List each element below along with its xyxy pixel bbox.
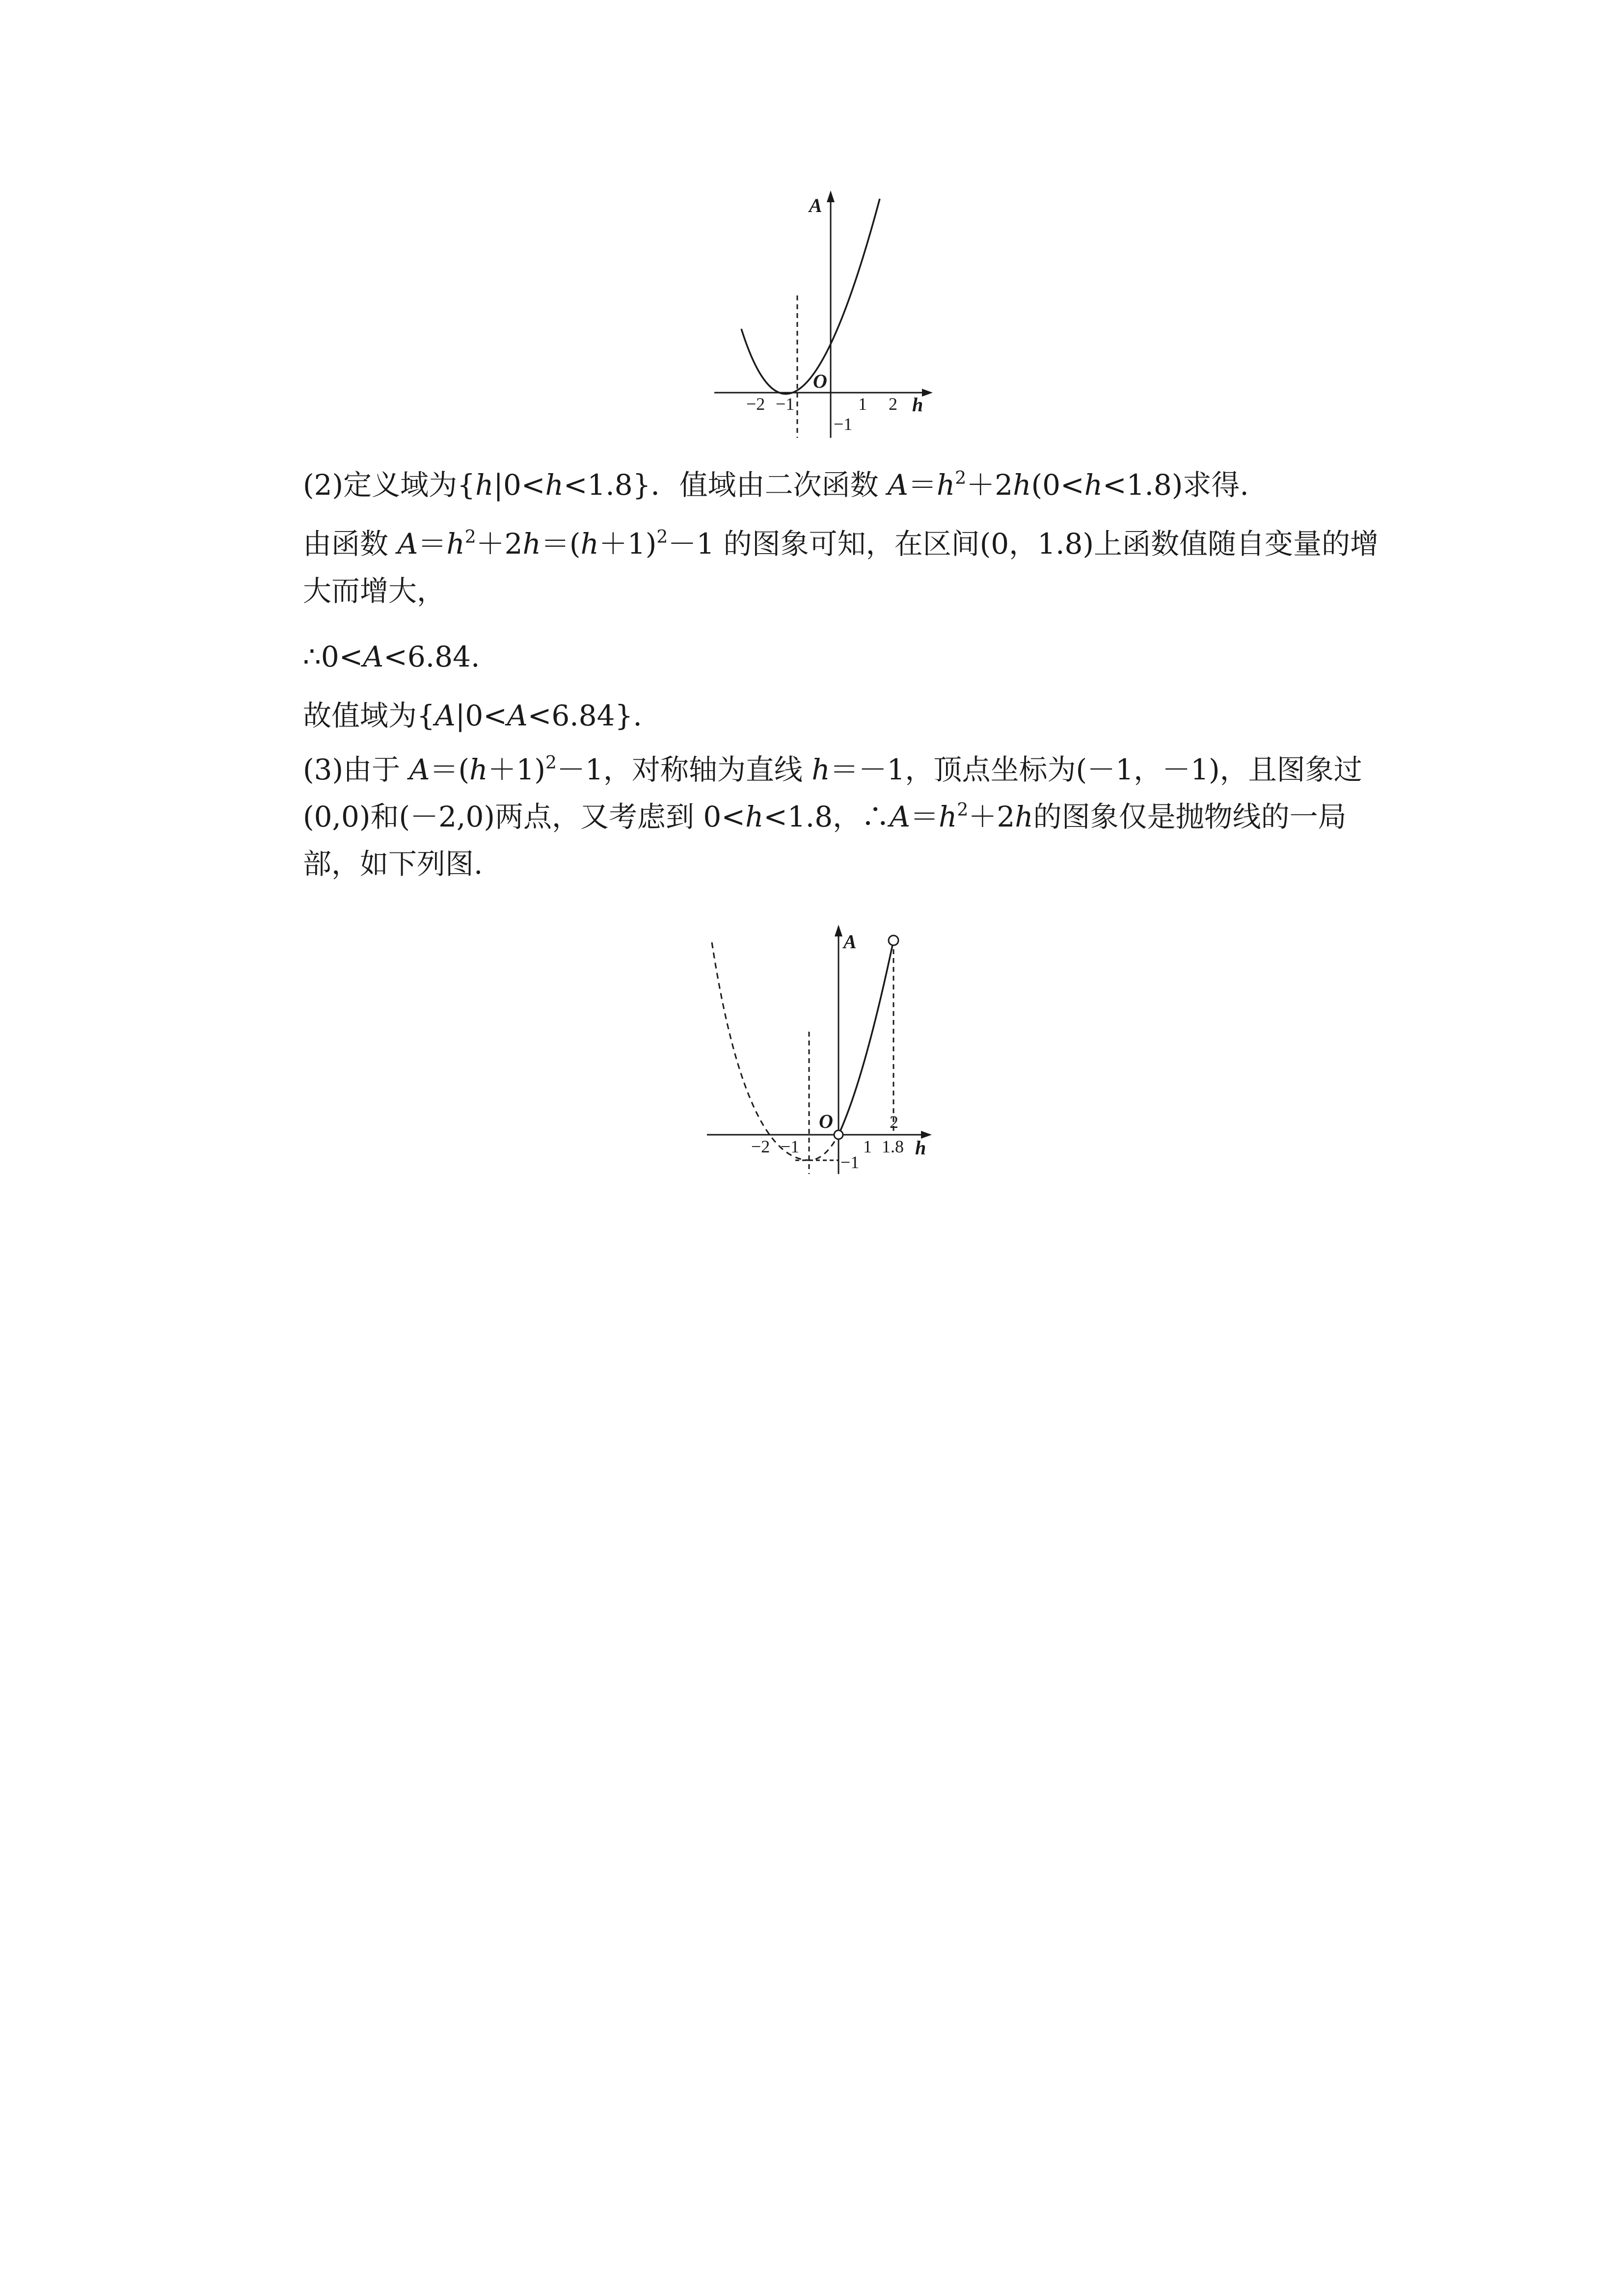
tick-label-2: 2 [889, 394, 897, 414]
part2-explanation: 由函数 $A=h^2+2h=(h+1)^2-1$ 的图象可知，在区间(0，1.8)上函数值随自变量的增大而增大， [303, 527, 1379, 608]
tick-label-y-minus-1: −1 [834, 414, 853, 434]
y-axis-label: A [809, 194, 822, 216]
open-endpoint-origin [834, 1130, 843, 1139]
figure-2-partial-parabola [697, 923, 943, 1178]
x-axis-label: h [912, 394, 923, 416]
parabola-curve [741, 199, 880, 394]
y-axis-arrow-icon [835, 925, 842, 936]
tick-label-top-2: 2 [890, 1112, 898, 1132]
origin-label: O [819, 1110, 833, 1132]
x-axis-label: h [915, 1137, 926, 1159]
open-endpoint-top [889, 935, 898, 945]
tick-label-minus-2: −2 [746, 394, 765, 414]
parabola-solid-part [839, 940, 893, 1135]
y-axis-arrow-icon [827, 190, 835, 202]
part2-range: 故值域为{A|0<A<6.84}. [303, 699, 642, 732]
tick-label-y-minus-1: −1 [840, 1152, 860, 1172]
tick-label-minus-1: −1 [781, 1137, 800, 1156]
tick-label-1-8: 1.8 [882, 1137, 904, 1156]
tick-label-minus-1: −1 [776, 394, 795, 414]
tick-label-minus-2: −2 [751, 1137, 770, 1156]
part3-paragraph: (3)由于 $A=(h+1)^2-1$，对称轴为直线 h＝－1，顶点坐标为(－1，－1)，且图象过(0,0)和(－2,0)两点，又考虑到 0<h<1.8，$\therefore A=h^2+2h$的图象仅是抛物线的一局部，如下列图. [303, 753, 1362, 881]
part2-conclusion: ∴0<A<6.84. [303, 640, 480, 673]
x-axis-arrow-icon [922, 389, 933, 397]
origin-label: O [813, 370, 827, 392]
part2-paragraph: (2)定义域为{h|0<h<1.8}．值域由二次函数 $A=h^2+2h(0<h<1.8)$求得. [303, 468, 1249, 502]
y-axis-label: A [843, 931, 857, 953]
tick-label-1: 1 [858, 394, 867, 414]
tick-label-1: 1 [863, 1137, 872, 1156]
figure-1-parabola [702, 187, 938, 442]
